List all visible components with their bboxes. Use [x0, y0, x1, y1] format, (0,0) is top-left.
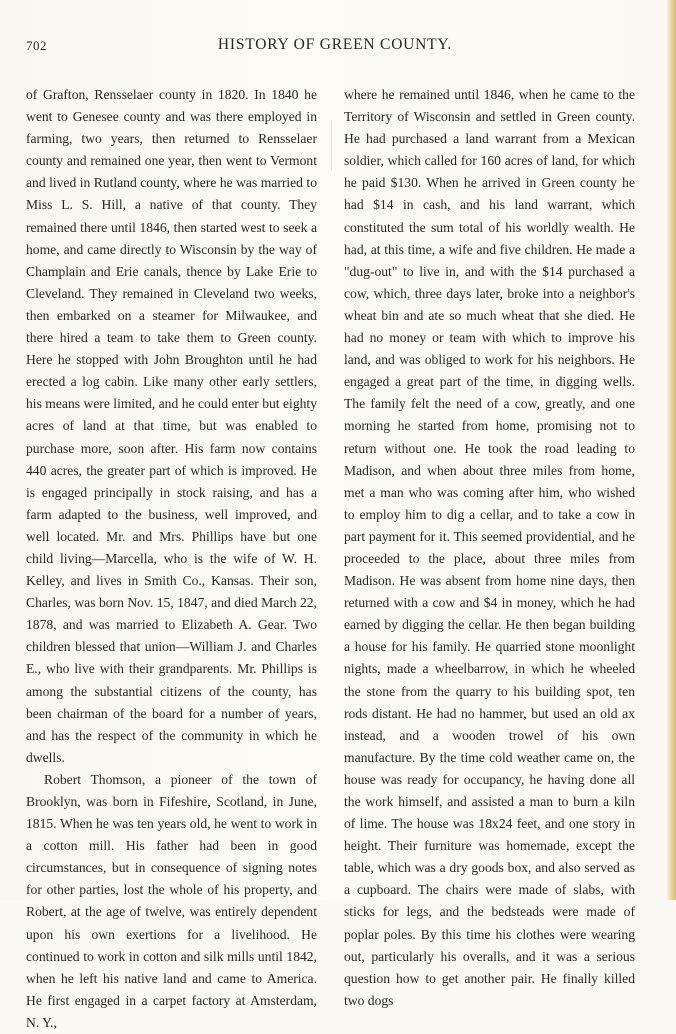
- running-title: HISTORY OF GREEN COUNTY.: [217, 36, 453, 53]
- page-edge-shadow: [666, 0, 676, 900]
- page-header: [26, 36, 644, 58]
- column-gutter-mark: [331, 120, 332, 170]
- left-paragraph-phillips: of Grafton, Rensselaer county in 1820. In 1840 he went to Genesee county and was there employed in farming, two years, then returned to Rensselaer county and remained one year, then went to Vermont and lived in Rutland county, where he was married to Miss L. S. Hill, a native of that county. They remained there until 1846, then started west to seek a home, and came directly to Wisconsin by the way of Champlain and Erie canals, thence by Lake Erie to Cleveland. They remained in Cleveland two weeks, then embarked on a steamer for Milwaukee, and there hired a team to take them to Green county. Here he stopped with John Broughton until he had erected a log cabin. Like many other early settlers, his means were limited, and he could enter but eighty acres of land at that time, but was enabled to purchase more, soon after. His farm now contains 440 acres, the greater part of which is improved. He is engaged principally in stock raising, and has a farm adapted to the business, well improved, and well located. Mr. and Mrs. Phillips have but one child living—Marcella, who is the wife of W. H. Kelley, and lives in Smith Co., Kansas. Their son, Charles, was born Nov. 15, 1847, and died March 22, 1878, and was married to Elizabeth A. Gear. Two children blessed that union—William J. and Charles E., who live with their grandparents. Mr. Phillips is among the substantial citizens of the county, has been chairman of the board for a number of years, and has the respect of the community in which he dwells.: [26, 87, 317, 765]
- right-column: [344, 84, 635, 1012]
- left-paragraph-thomson: Robert Thomson, a pioneer of the town of Brooklyn, was born in Fifeshire, Scotland, in June, 1815. When he was ten years old, he went to work in a cotton mill. His father had been in good circumstances, but in consequence of signing notes for other parties, lost the whole of his property, and Robert, at the age of twelve, was entirely dependent upon his own exertions for a livelihood. He continued to work in cotton and silk mills until 1842, when he left his native land and came to America. He first engaged in a carpet factory at Amsterdam, N. Y.,: [26, 771, 317, 1030]
- left-column: [26, 84, 317, 1034]
- right-paragraph-thomson-continued: where he remained until 1846, when he came to the Territory of Wisconsin and settled in Green county. He had purchased a land warrant from a Mexican soldier, which called for 160 acres of land, for which he paid $130. When he arrived in Green county he had $14 in cash, and his land warrant, which constituted the sum total of his worldly wealth. He had, at this time, a wife and five children. He made a "dug-out" to live in, and with the $14 purchased a cow, which, three days later, broke into a neighbor's wheat bin and ate so much wheat that she died. He had no money or team with which to improve his land, and was obliged to work for his neighbors. He engaged a great part of the time, in digging wells. The family felt the need of a cow, greatly, and one morning he started from home, promising not to return without one. He took the road leading to Madison, and when about three miles from home, met a man who was coming after him, who wished to employ him to dig a cellar, and to take a cow in part payment for it. This seemed providential, and he proceeded to the place, about three miles from Madison. He was absent from home nine days, then returned with a cow and $4 in money, which he had earned by digging the cellar. He then began building a house for his family. He quarried stone moonlight nights, made a wheelbarrow, in which he wheeled the stone from the quarry to his building spot, ten rods distant. He had no hammer, but used an old ax instead, and a wooden trowel of his own manufacture. By the time cold weather came on, the house was ready for occupancy, he having done all the work himself, and assisted a man to burn a kiln of lime. The house was 18x24 feet, and one story in height. Their furniture was homemade, except the table, which was a dry goods box, and also served as a cupboard. The chairs were made of slabs, with sticks for legs, and the bedsteads were made of poplar poles. By this time his clothes were wearing out, particularly his overalls, and it was a serious question how to get another pair. He finally killed two dogs: [344, 87, 635, 1008]
- page-number: 702: [26, 38, 47, 53]
